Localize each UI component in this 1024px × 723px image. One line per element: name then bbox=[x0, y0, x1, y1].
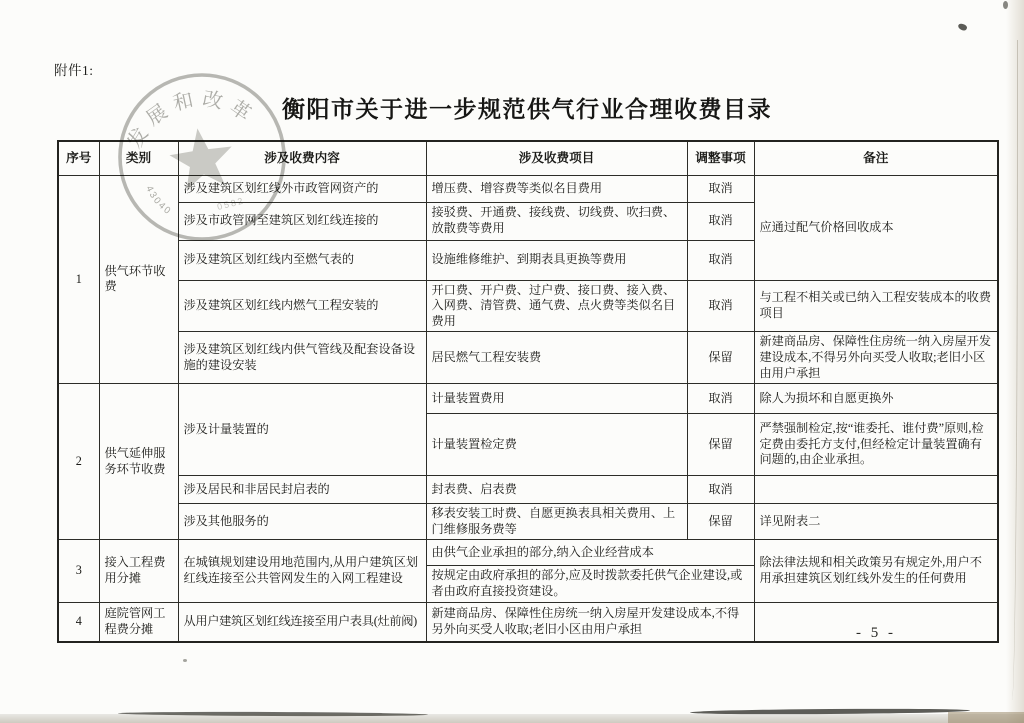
scan-bottom-gradient bbox=[0, 714, 1024, 723]
cell-adjustment: 保留 bbox=[687, 332, 754, 384]
table-row bbox=[58, 175, 998, 202]
cell-adjustment: 保留 bbox=[687, 414, 754, 476]
cell-content: 涉及市政管网至建筑区划红线连接的 bbox=[178, 202, 426, 240]
cell-adjustment: 取消 bbox=[687, 384, 754, 414]
cell-section-index: 4 bbox=[58, 602, 99, 642]
cell-category: 供气环节收费 bbox=[99, 175, 178, 384]
table-row bbox=[58, 540, 998, 566]
ink-speck bbox=[957, 22, 968, 32]
cell-category: 供气延伸服务环节收费 bbox=[99, 384, 178, 540]
cell-item: 封表费、启表费 bbox=[426, 476, 687, 504]
cell-content: 涉及建筑区划红线内供气管线及配套设备设施的建设安装 bbox=[178, 332, 426, 384]
cell-content: 涉及居民和非居民封启表的 bbox=[178, 476, 426, 504]
cell-adjustment: 取消 bbox=[687, 280, 754, 332]
cell-content: 涉及计量装置的 bbox=[178, 384, 426, 476]
header-index: 序号 bbox=[58, 141, 99, 175]
cell-section-index: 3 bbox=[58, 540, 99, 602]
cell-item: 计量装置费用 bbox=[426, 384, 687, 414]
cell-section-index: 1 bbox=[58, 175, 99, 384]
cell-item: 增压费、增容费等类似名目费用 bbox=[426, 175, 687, 202]
cell-adjustment: 保留 bbox=[687, 504, 754, 540]
cell-item: 由供气企业承担的部分,纳入企业经营成本 bbox=[426, 540, 754, 566]
header-items: 涉及收费项目 bbox=[426, 141, 687, 175]
cell-remark: 与工程不相关或已纳入工程安装成本的收费项目 bbox=[754, 280, 998, 332]
table-row bbox=[58, 384, 998, 414]
fee-catalog-table bbox=[57, 140, 999, 643]
cell-content: 涉及其他服务的 bbox=[178, 504, 426, 540]
cell-remark: 应通过配气价格回收成本 bbox=[754, 175, 998, 280]
cell-adjustment: 取消 bbox=[687, 476, 754, 504]
cell-content: 涉及建筑区划红线外市政管网资产的 bbox=[178, 175, 426, 202]
table-row bbox=[58, 280, 998, 332]
cell-adjustment: 取消 bbox=[687, 240, 754, 280]
header-category: 类别 bbox=[99, 141, 178, 175]
cell-item: 移表安装工时费、自愿更换表具相关费用、上门维修服务费等 bbox=[426, 504, 687, 540]
cell-item: 按规定由政府承担的部分,应及时拨款委托供气企业建设,或者由政府直接投资建设。 bbox=[426, 566, 754, 602]
header-remark: 备注 bbox=[754, 141, 998, 175]
cell-remark: 严禁强制检定,按“谁委托、谁付费”原则,检定费由委托方支付,但经检定计量装置确有问题的,由企业承担。 bbox=[754, 414, 998, 476]
cell-category: 庭院管网工程费分摊 bbox=[99, 602, 178, 642]
header-adjustment: 调整事项 bbox=[687, 141, 754, 175]
scan-corner-noise bbox=[948, 712, 1024, 723]
cell-content: 涉及建筑区划红线内至燃气表的 bbox=[178, 240, 426, 280]
cell-remark: 详见附表二 bbox=[754, 504, 998, 540]
cell-adjustment: 取消 bbox=[687, 175, 754, 202]
cell-adjustment: 取消 bbox=[687, 202, 754, 240]
ink-speck bbox=[1003, 1, 1008, 9]
seal-code: 43040 bbox=[143, 184, 174, 218]
cell-content: 涉及建筑区划红线内燃气工程安装的 bbox=[178, 280, 426, 332]
table-row bbox=[58, 476, 998, 504]
page-number: - 5 - bbox=[856, 625, 896, 641]
cell-item: 居民燃气工程安装费 bbox=[426, 332, 687, 384]
cell-section-index: 2 bbox=[58, 384, 99, 540]
seal-code-2: 0582 bbox=[216, 195, 246, 212]
cell-remark bbox=[754, 476, 998, 504]
table-header-row bbox=[58, 141, 998, 175]
header-content: 涉及收费内容 bbox=[178, 141, 426, 175]
cell-content: 从用户建筑区划红线连接至用户表具(灶前阀) bbox=[178, 602, 426, 642]
page-title: 衡阳市关于进一步规范供气行业合理收费目录 bbox=[282, 96, 772, 122]
table-row bbox=[58, 504, 998, 540]
ink-speck bbox=[183, 659, 187, 662]
table-row bbox=[58, 332, 998, 384]
cell-category: 接入工程费用分摊 bbox=[99, 540, 178, 602]
cell-content: 在城镇规划建设用地范围内,从用户建筑区划红线连接至公共管网发生的入网工程建设 bbox=[178, 540, 426, 602]
cell-item: 接驳费、开通费、接线费、切线费、吹扫费、放散费等费用 bbox=[426, 202, 687, 240]
attachment-label: 附件1: bbox=[54, 63, 94, 78]
cell-item: 设施维修维护、到期表具更换等费用 bbox=[426, 240, 687, 280]
cell-remark: 除法律法规和相关政策另有规定外,用户不用承担建筑区划红线外发生的任何费用 bbox=[754, 540, 998, 602]
seal-arc-text: 发展和改革 bbox=[123, 87, 261, 153]
cell-remark: 除人为损坏和自愿更换外 bbox=[754, 384, 998, 414]
cell-item: 计量装置检定费 bbox=[426, 414, 687, 476]
cell-item: 新建商品房、保障性住房统一纳入房屋开发建设成本,不得另外向买受人收取;老旧小区由用户承担 bbox=[426, 602, 754, 642]
cell-remark: 新建商品房、保障性住房统一纳入房屋开发建设成本,不得另外向买受人收取;老旧小区由用户承担 bbox=[754, 332, 998, 384]
cell-item: 开口费、开户费、过户费、接口费、接入费、入网费、清管费、通气费、点火费等类似名目费用 bbox=[426, 280, 687, 332]
